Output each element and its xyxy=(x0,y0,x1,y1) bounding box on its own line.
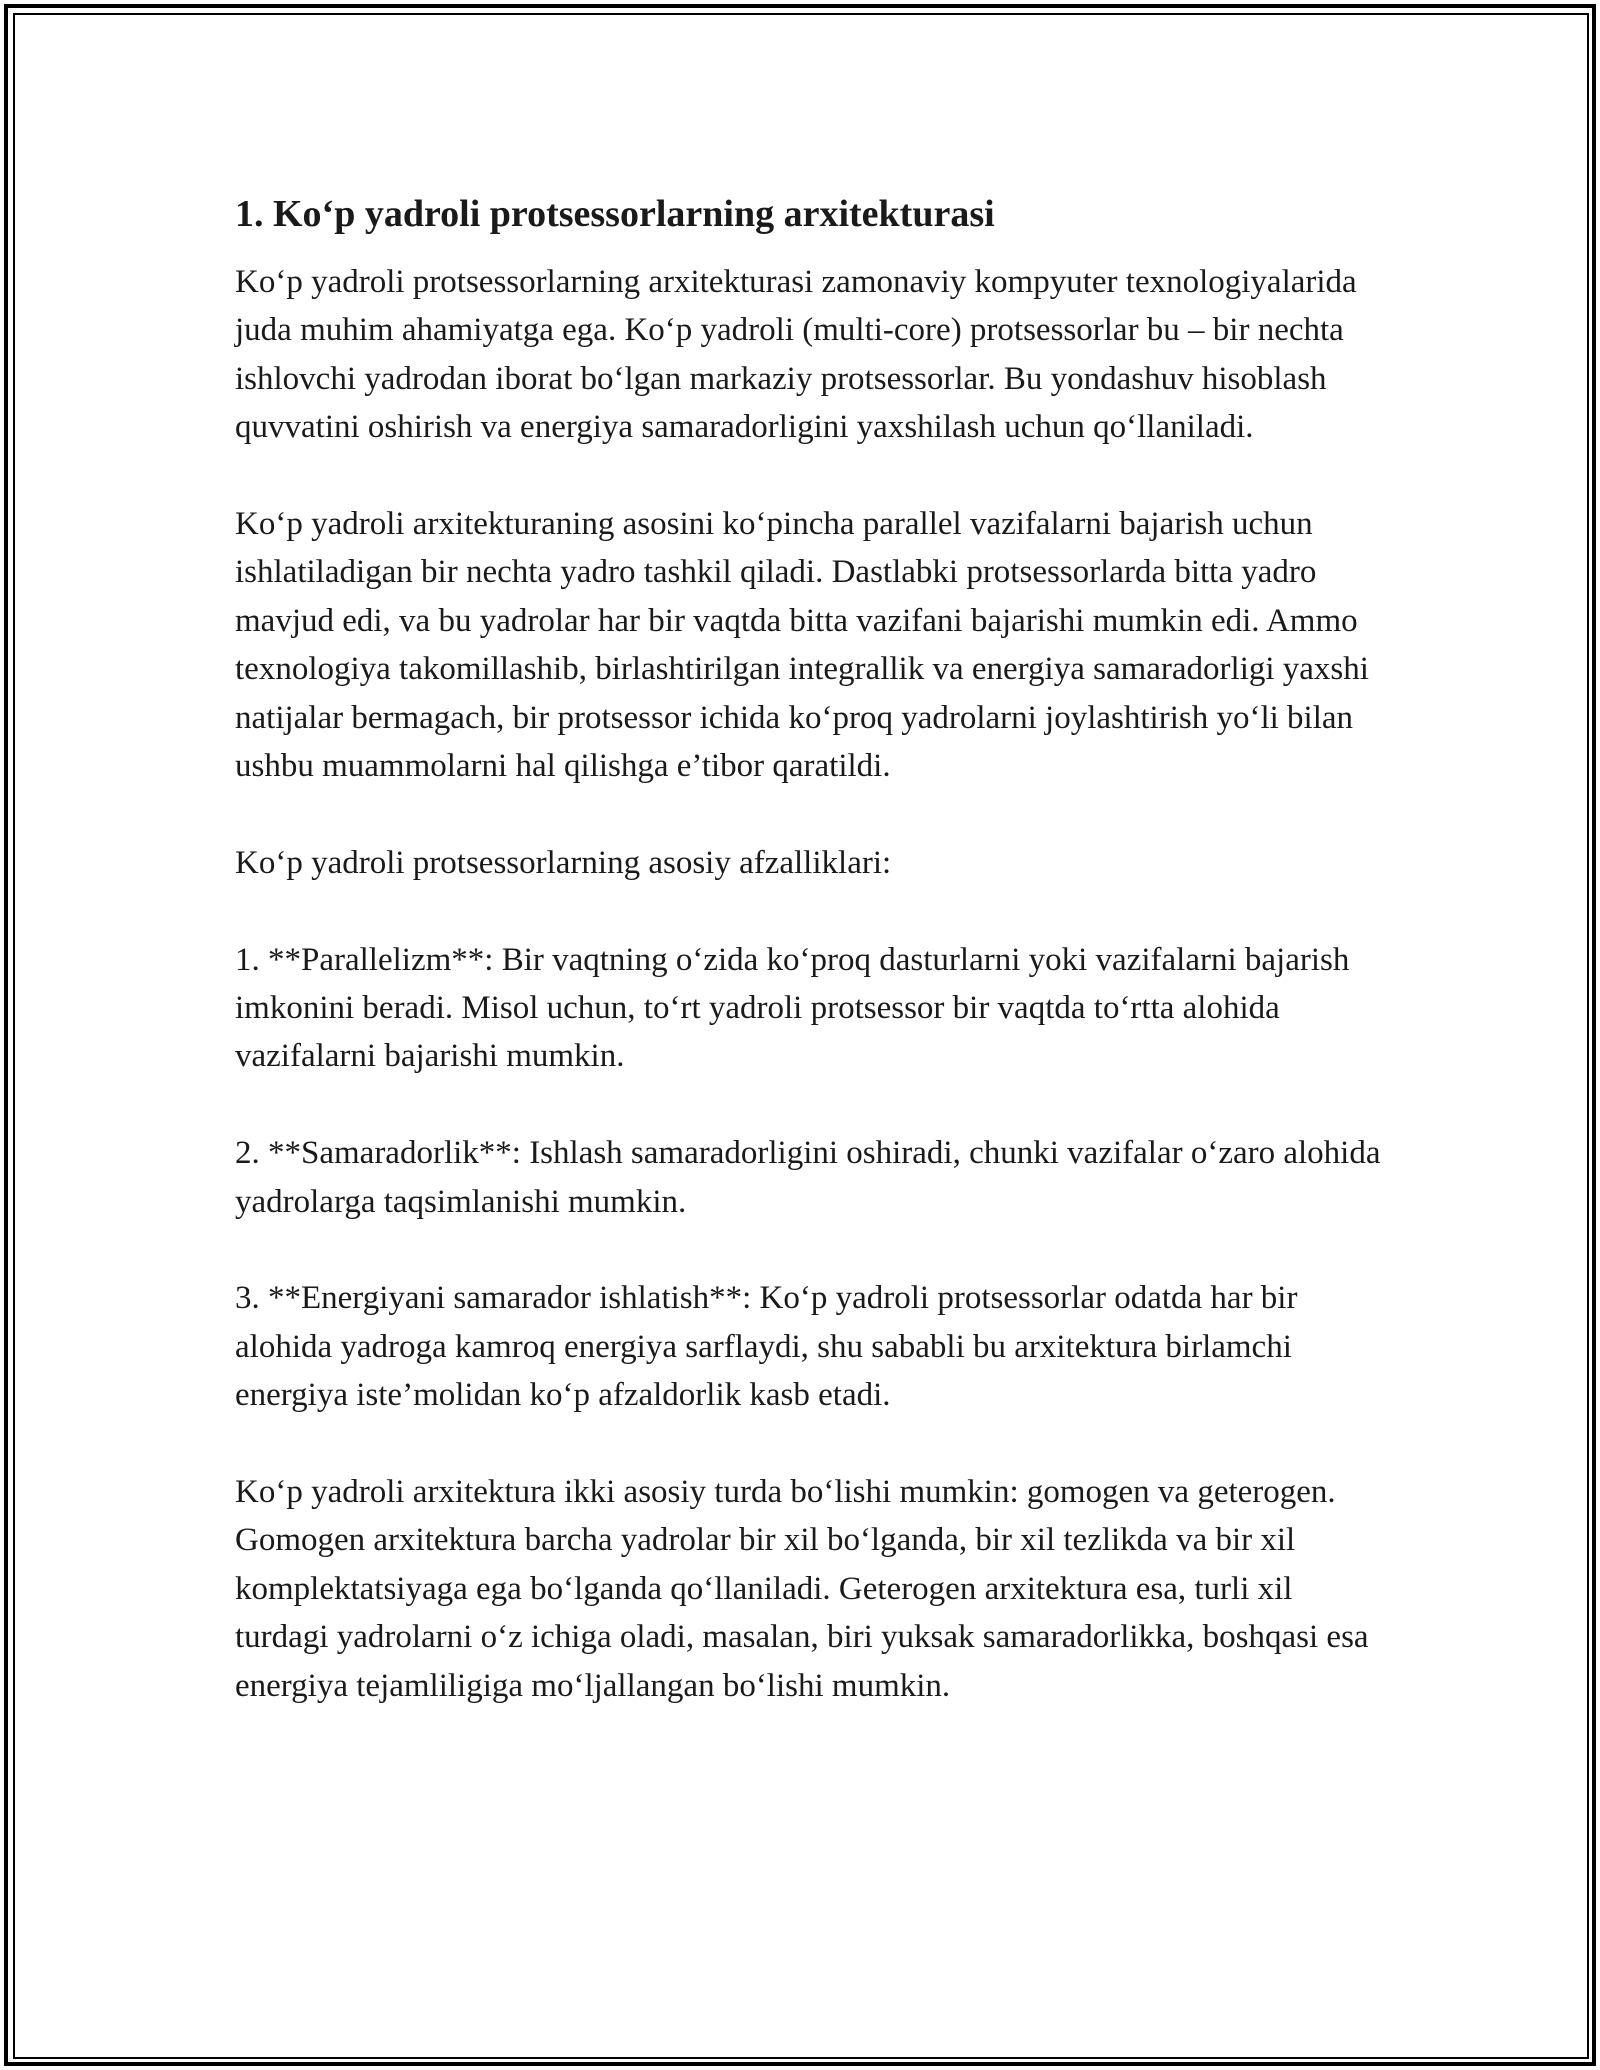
paragraph-advantages-heading: Ko‘p yadroli protsessorlarning asosiy afzalliklari: xyxy=(235,844,892,881)
list-item-energy: 3. **Energiyani samarador ishlatish**: Ko‘p yadroli protsessorlar odatda har bir alohida yadroga kamroq energiya sarflaydi, shu sababli bu arxitektura birlamchi energiya iste’molidan ko‘p afzaldorlik kasb etadi. xyxy=(235,1280,1298,1414)
document-body xyxy=(235,188,1385,1710)
paragraph-intro: Ko‘p yadroli protsessorlarning arxitekturasi zamonaviy kompyuter texnologiyalarida juda muhim ahamiyatga ega. Ko‘p yadroli (multi-core) protsessorlar bu – bir nechta ishlovchi yadrodan iborat bo‘lgan markaziy protsessorlar. Bu yondashuv hisoblash quvvatini oshirish va energiya samaradorligini yaxshilash uchun qo‘llaniladi. xyxy=(235,264,1357,446)
paragraph-architecture-basis: Ko‘p yadroli arxitekturaning asosini ko‘pincha parallel vazifalarni bajarish uchun ishlatiladigan bir nechta yadro tashkil qiladi. Dastlabki protsessorlarda bitta yadro mavjud edi, va bu yadrolar har bir vaqtda bitta vazifani bajarishi mumkin edi. Ammo texnologiya takomillashib, birlashtirilgan integrallik va energiya samaradorligi yaxshi natijalar bermagach, bir protsessor ichida ko‘proq yadrolarni joylashtirish yo‘li bilan ushbu muammolarni hal qilishga e’tibor qaratildi. xyxy=(235,506,1369,785)
paragraph-homogeneous-heterogeneous: Ko‘p yadroli arxitektura ikki asosiy turda bo‘lishi mumkin: gomogen va geterogen. Gomogen arxitektura barcha yadrolar bir xil bo‘lganda, bir xil tezlikda va bir xil komplektatsiyaga ega bo‘lganda qo‘llaniladi. Geterogen arxitektura esa, turli xil turdagi yadrolarni o‘z ichiga oladi, masalan, biri yuksak samaradorlikka, boshqasi esa energiya tejamliligiga mo‘ljallangan bo‘lishi mumkin. xyxy=(235,1474,1369,1704)
list-item-efficiency: 2. **Samaradorlik**: Ishlash samaradorligini oshiradi, chunki vazifalar o‘zaro alohida yadrolarga taqsimlanishi mumkin. xyxy=(235,1135,1381,1220)
section-heading: 1. Ko‘p yadroli protsessorlarning arxitekturasi xyxy=(235,193,995,235)
list-item-parallelism: 1. **Parallelizm**: Bir vaqtning o‘zida ko‘proq dasturlarni yoki vazifalarni bajarish imkonini beradi. Misol uchun, to‘rt yadroli protsessor bir vaqtda to‘rtta alohida vazifalarni bajarishi mumkin. xyxy=(235,941,1350,1075)
